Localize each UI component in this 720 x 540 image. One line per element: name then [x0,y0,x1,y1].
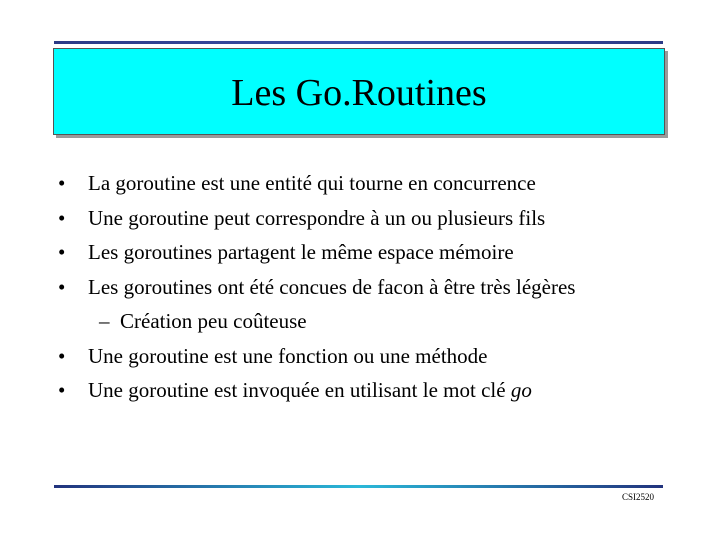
bullet-icon: • [58,343,66,368]
bullet-icon: • [58,240,66,264]
top-divider [54,41,663,44]
title-box [53,48,665,135]
bottom-divider [54,485,663,488]
bullet-item [58,166,698,201]
bullet-icon: • [58,171,66,195]
bullet-item [58,201,698,236]
keyword-go: go [510,378,532,402]
course-code: CSI2520 [622,492,655,502]
bullet-icon: • [58,378,66,402]
sub-bullet-text: Création peu coûteuse [120,309,307,333]
bullet-item [58,373,698,408]
dash-icon: – [99,309,110,333]
bullet-icon: • [58,274,66,299]
bullet-icon: • [58,205,66,230]
bullet-list [58,166,698,408]
bullet-text: Les goroutines partagent le même espace mémoire [88,240,514,264]
bullet-text: Une goroutine peut correspondre à un ou plusieurs fils [88,205,546,230]
sub-bullet-item [58,304,698,339]
bullet-item [58,235,698,270]
bullet-text: Les goroutines ont été concues de facon à être très légères [88,274,576,299]
bullet-item [58,270,698,305]
bullet-text [88,373,532,408]
bullet-text: Une goroutine est une fonction ou une méthode [88,343,488,368]
bullet-text: La goroutine est une entité qui tourne en concurrence [88,171,536,195]
slide-title: Les Go.Routines [231,71,487,114]
bullet-item [58,339,698,374]
bullet-text-plain: Une goroutine est invoquée en utilisant le mot clé [88,378,511,402]
